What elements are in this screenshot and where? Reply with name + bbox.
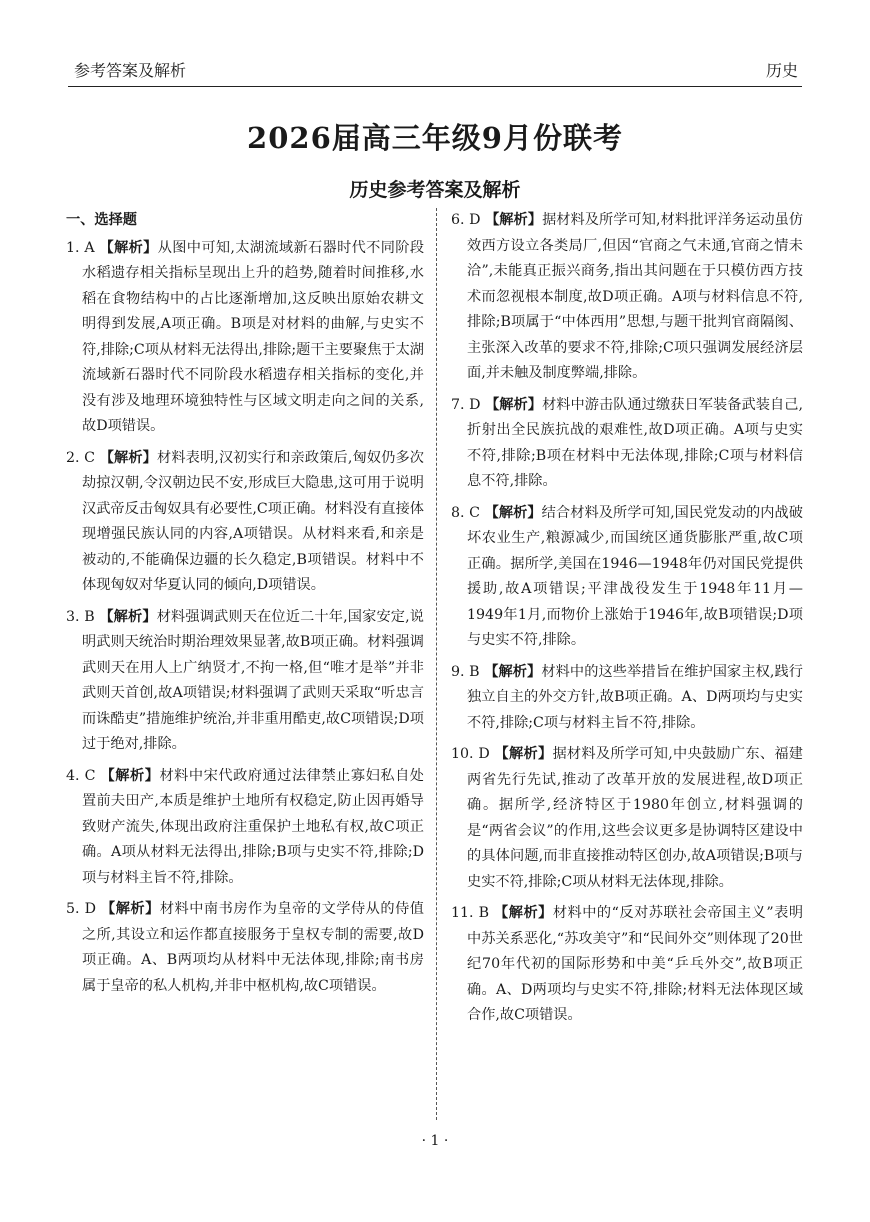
right-column	[451, 208, 803, 1035]
analysis-tag: 【解析】	[100, 767, 160, 784]
analysis-tag: 【解析】	[100, 901, 160, 917]
analysis-tag: 【解析】	[485, 212, 543, 228]
analysis-tag: 【解析】	[99, 608, 157, 625]
document-subtitle: 历史参考答案及解析	[349, 179, 521, 201]
answer-item-7	[451, 393, 803, 495]
page-number: · 1 ·	[421, 1133, 449, 1149]
answer-item-10	[451, 742, 803, 895]
answer-text: 据材料及所学可知,中央鼓励广东、福建两省先行先试,推动了改革开放的发展进程,故D项正确。据所学,经济特区于1980年创立,材料强调的是“两省会议”的作用,这些会议更多是协调特区建设中的具体问题,而非直接推动特区创办,故A项错误;B项与史实不符,排除;C项从材料无法体现,排除。	[467, 746, 803, 890]
answer-item-9	[451, 660, 803, 737]
answer-text: 材料表明,汉初实行和亲政策后,匈奴仍多次劫掠汉朝,令汉朝边民不安,形成巨大隐患,这可用于说明汉武帝反击匈奴具有必要性,C项正确。材料没有直接体现增强民族认同的内容,A项错误。从材料来看,和亲是被动的,不能确保边疆的长久稳定,B项错误。材料中不体现匈奴对华夏认同的倾向,D项错误。	[82, 449, 424, 593]
answer-number: 9. B	[451, 663, 480, 680]
page-header	[68, 54, 802, 87]
section-heading: 一、选择题	[66, 212, 137, 228]
answer-item-11	[451, 901, 803, 1029]
left-column	[66, 208, 424, 1005]
analysis-tag: 【解析】	[484, 504, 542, 521]
answer-text: 结合材料及所学可知,国民党发动的内战破坏农业生产,粮源减少,而国统区通货膨胀严重,故C项正确。据所学,美国在1946—1948年仍对国民党提供援助,故A项错误;平津战役发生于1948年11月—1949年1月,而物价上涨始于1946年,故B项错误;D项与史实不符,排除。	[467, 504, 803, 648]
analysis-tag: 【解析】	[494, 746, 553, 762]
answer-item-1	[66, 236, 424, 440]
answer-number: 5. D	[66, 901, 96, 917]
answer-item-6	[451, 208, 803, 387]
answer-number: 7. D	[451, 396, 481, 413]
header-subject-label: 历史	[765, 61, 798, 80]
answer-item-8	[451, 501, 803, 654]
answer-number: 8. C	[451, 504, 480, 521]
answer-number: 3. B	[66, 608, 95, 625]
column-divider	[436, 208, 437, 1120]
answer-item-3	[66, 605, 424, 758]
answer-number: 1. A	[66, 239, 95, 256]
answer-item-5	[66, 897, 424, 999]
header-left-label: 参考答案及解析	[74, 61, 187, 80]
answer-text: 材料中的这些举措旨在维护国家主权,践行独立自主的外交方针,故B项正确。A、D两项均与史实不符,排除;C项与材料主旨不符,排除。	[467, 663, 803, 731]
answer-number: 11. B	[451, 905, 490, 921]
answer-text: 材料中游击队通过缴获日军装备武装自己,折射出全民族抗战的艰难性,故D项正确。A项与史实不符,排除;B项在材料中无法体现,排除;C项与材料信息不符,排除。	[467, 396, 804, 489]
document-title: 2026届高三年级9月份联考	[247, 121, 623, 155]
analysis-tag: 【解析】	[494, 905, 553, 921]
analysis-tag: 【解析】	[484, 663, 542, 680]
answer-text: 据材料及所学可知,材料批评洋务运动虽仿效西方设立各类局厂,但因“官商之气未通,官商之情未洽”,未能真正振兴商务,指出其问题在于只模仿西方技术而忽视根本制度,故D项正确。A项与材料信息不符,排除;B项属于“中体西用”思想,与题干批判官商隔阂、主张深入改革的要求不符,排除;C项只强调发展经济层面,并未触及制度弊端,排除。	[467, 212, 804, 381]
answer-text: 材料强调武则天在位近二十年,国家安定,说明武则天统治时期治理效果显著,故B项正确。材料强调武则天在用人上广纳贤才,不拘一格,但“唯才是举”并非武则天首创,故A项错误;材料强调了武则天采取“听忠言而诛酷吏”措施维护统治,并非重用酷吏,故C项错误;D项过于绝对,排除。	[82, 608, 424, 752]
answer-item-4	[66, 764, 424, 892]
analysis-tag: 【解析】	[485, 396, 543, 413]
answer-text: 材料中的“反对苏联社会帝国主义”表明中苏关系恶化,“苏攻美守”和“民间外交”则体现了20世纪70年代初的国际形势和中美“乒乓外交”,故B项正确。A、D两项均与史实不符,排除;材料无法体现区域合作,故C项错误。	[467, 905, 804, 1023]
answer-number: 2. C	[66, 449, 96, 466]
answer-number: 10. D	[451, 746, 490, 762]
answer-item-2	[66, 446, 424, 599]
analysis-tag: 【解析】	[99, 449, 157, 466]
answer-text: 材料中南书房作为皇帝的文学侍从的侍值之所,其设立和运作都直接服务于皇权专制的需要,故D项正确。A、B两项均从材料中无法体现,排除;南书房属于皇帝的私人机构,并非中枢机构,故C项错误。	[82, 901, 424, 994]
answer-number: 6. D	[451, 212, 481, 228]
analysis-tag: 【解析】	[99, 239, 158, 256]
answer-text: 材料中宋代政府通过法律禁止寡妇私自处置前夫田产,本质是维护土地所有权稳定,防止因再婚导致财产流失,体现出政府注重保护土地私有权,故C项正确。A项从材料无法得出,排除;B项与史实不符,排除;D项与材料主旨不符,排除。	[82, 767, 424, 886]
answer-number: 4. C	[66, 767, 96, 784]
answer-text: 从图中可知,太湖流域新石器时代不同阶段水稻遗存相关指标呈现出上升的趋势,随着时间推移,水稻在食物结构中的占比逐渐增加,这反映出原始农耕文明得到发展,A项正确。B项是对材料的曲解,与史实不符,排除;C项从材料无法得出,排除;题干主要聚焦于太湖流域新石器时代不同阶段水稻遗存相关指标的变化,并没有涉及地理环境独特性与区域文明走向之间的关系,故D项错误。	[82, 239, 425, 434]
